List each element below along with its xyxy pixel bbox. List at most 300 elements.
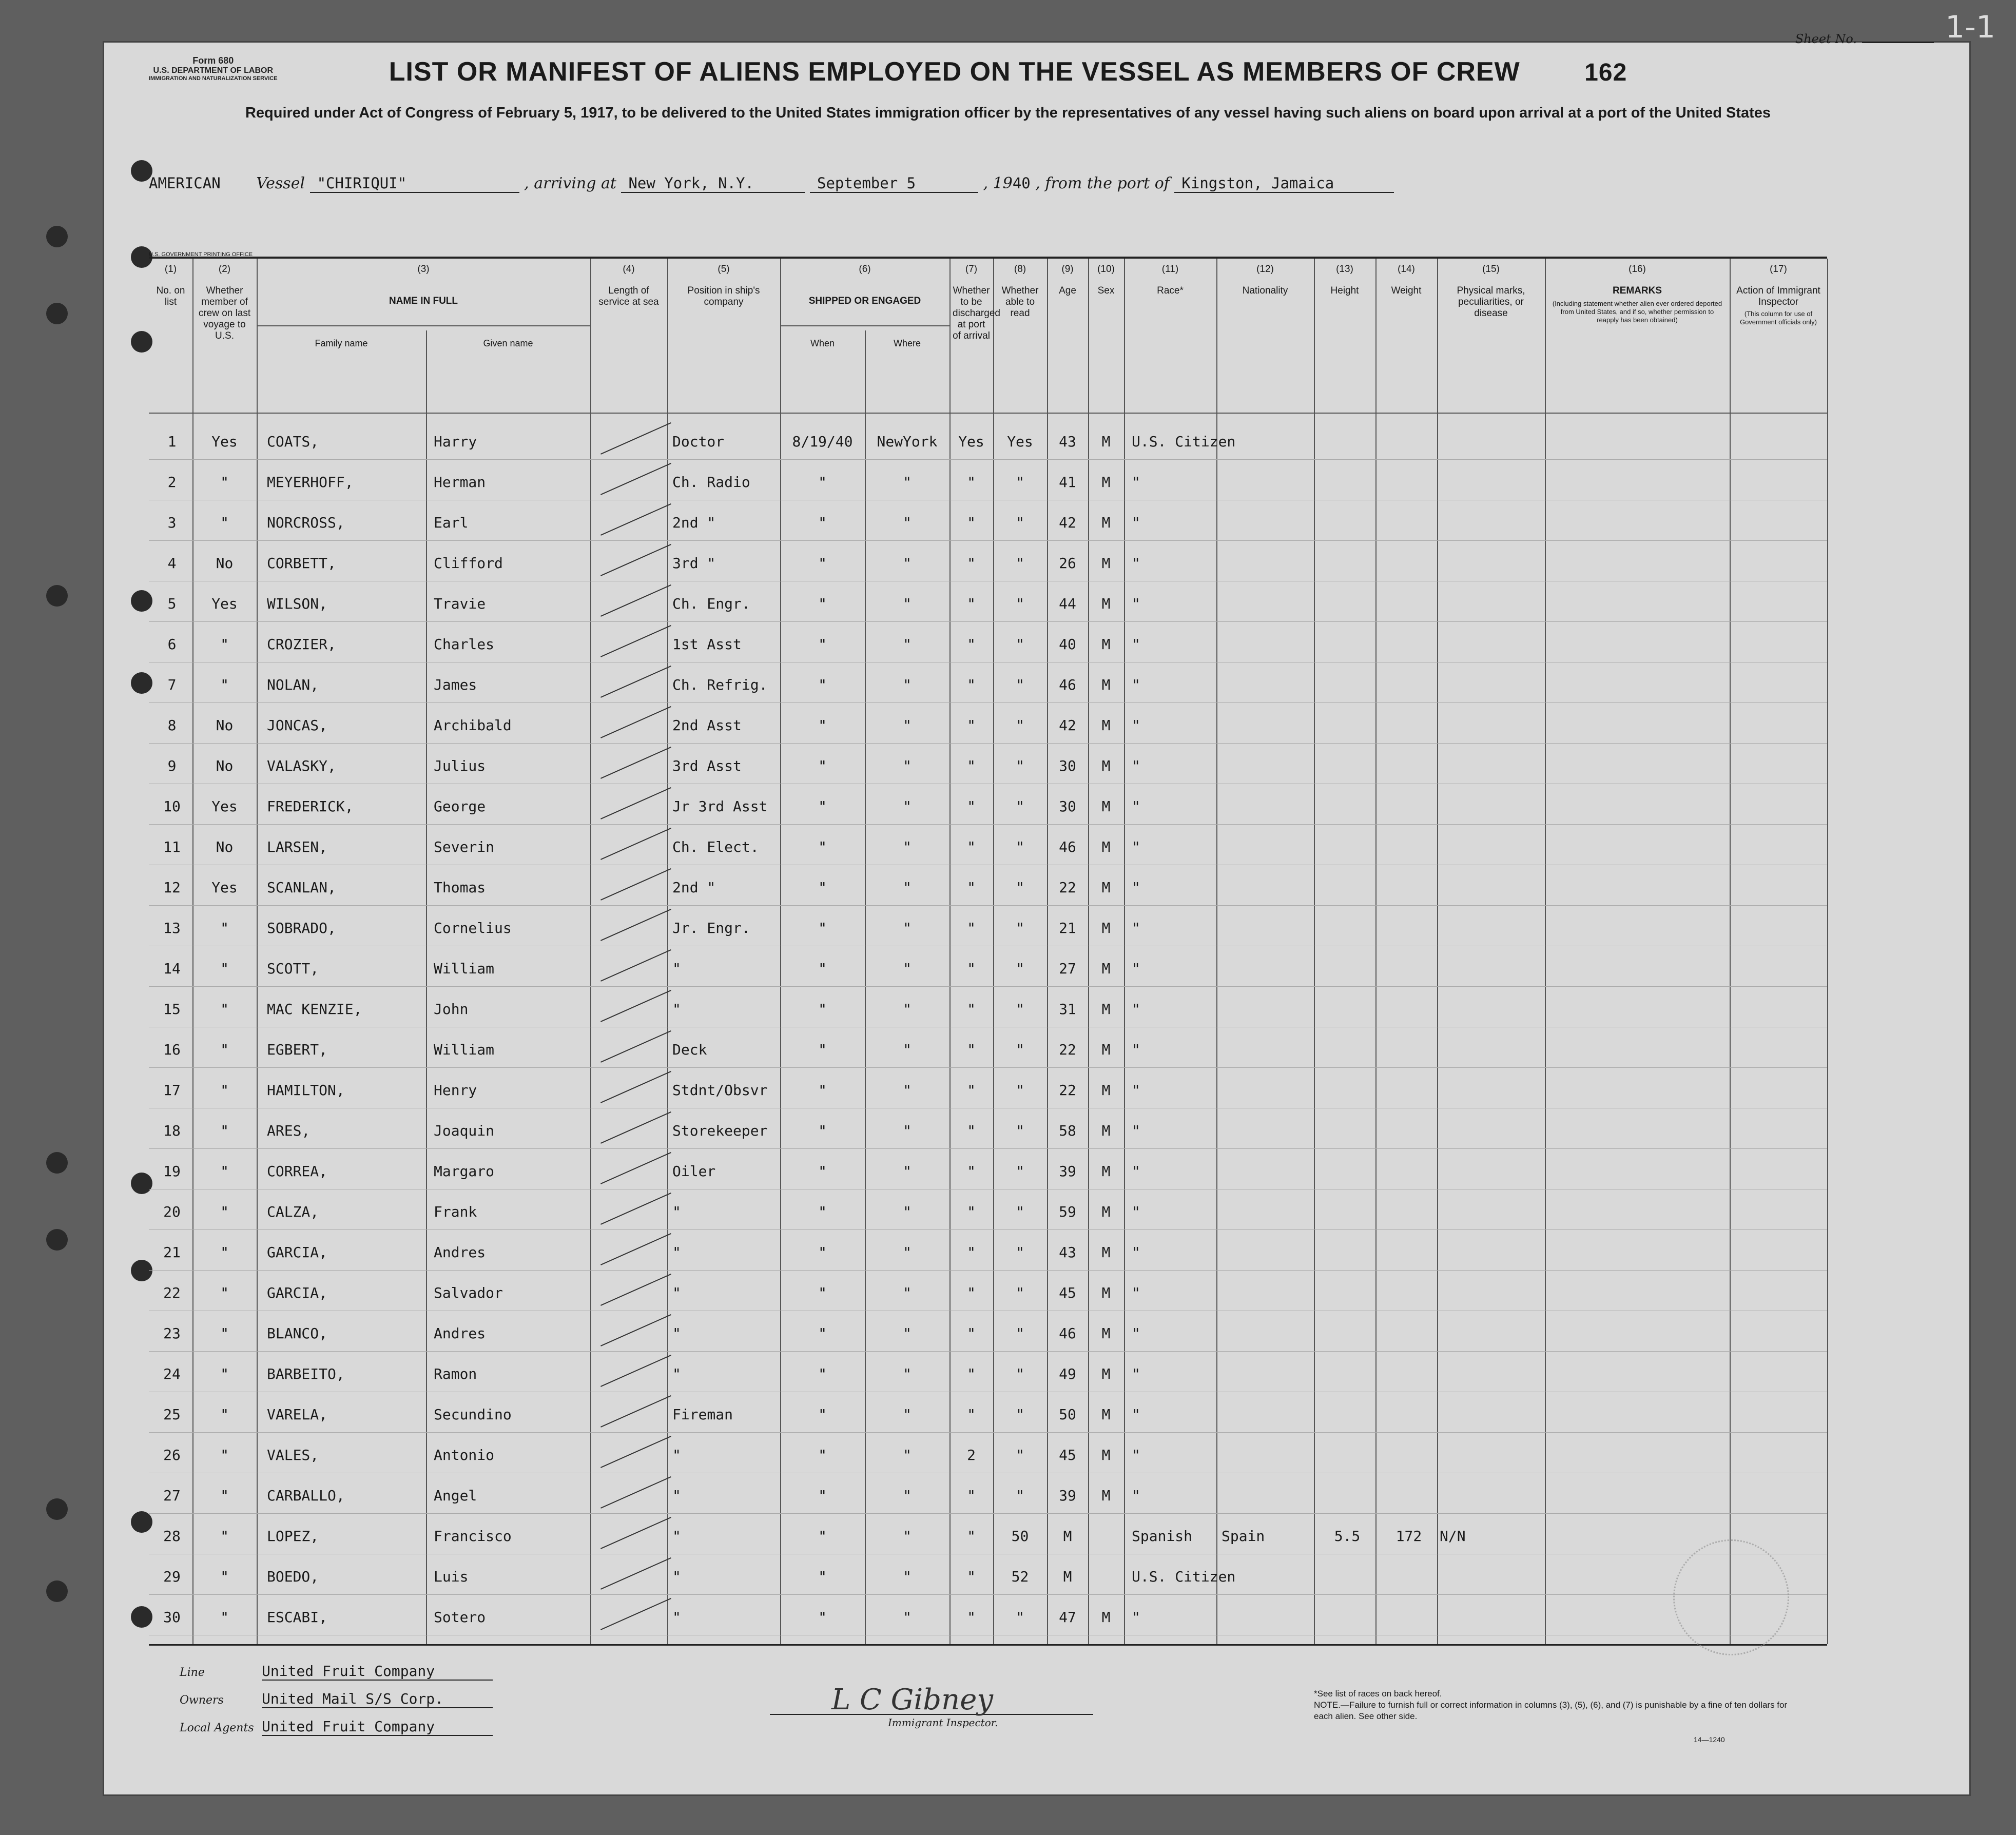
cell-sex: M: [1101, 1001, 1111, 1018]
cell-disch: ": [967, 1041, 976, 1058]
cell-given: Charles: [434, 636, 495, 653]
cell-position: ": [672, 1365, 681, 1382]
cell-no: 4: [167, 555, 177, 572]
row-rule: [149, 540, 1827, 541]
cell-age: 44: [1059, 595, 1076, 612]
cell-no: 25: [163, 1406, 181, 1423]
column-header: [1124, 264, 1216, 297]
page-number: 162: [1584, 59, 1627, 86]
row-rule: [149, 905, 1827, 906]
cell-disch: ": [967, 636, 976, 653]
cell-family: SCANLAN,: [267, 879, 336, 896]
cell-no: 6: [167, 636, 177, 653]
column-divider: [1730, 259, 1731, 1644]
cell-sex: M: [1101, 1609, 1111, 1626]
cell-given: Clifford: [434, 555, 503, 572]
cell-when: ": [818, 1082, 827, 1099]
cell-disch: ": [967, 676, 976, 693]
cell-sex: M: [1101, 514, 1111, 531]
cell-age: 46: [1059, 838, 1076, 855]
cell-prev: ": [220, 1487, 229, 1504]
cell-when: ": [818, 1325, 827, 1342]
cell-disch: ": [967, 1487, 976, 1504]
cell-position: Ch. Radio: [672, 474, 750, 491]
service-slash-mark: [600, 706, 671, 738]
binder-hole: [46, 1580, 68, 1602]
form-code: 14—1240: [1694, 1735, 1725, 1744]
cell-where: ": [903, 474, 912, 491]
cell-disch: ": [967, 1082, 976, 1099]
cell-position: 3rd Asst: [672, 757, 742, 774]
cell-read: ": [1016, 1163, 1024, 1180]
service-slash-mark: [600, 584, 671, 617]
cell-disch: ": [967, 1406, 976, 1423]
service-slash-mark: [600, 1233, 671, 1265]
cell-given: Andres: [434, 1325, 486, 1342]
cell-when: ": [818, 1001, 827, 1018]
cell-no: 20: [163, 1203, 181, 1220]
service-slash-mark: [600, 1395, 671, 1428]
cell-sex: M: [1101, 555, 1111, 572]
cell-where: ": [903, 1203, 912, 1220]
cell-read: 50: [1011, 1528, 1029, 1545]
cell-age: 21: [1059, 920, 1076, 936]
cell-read: ": [1016, 717, 1024, 734]
footnotes: [1314, 1688, 1807, 1722]
cell-no: 10: [163, 798, 181, 815]
cell-sex: M: [1101, 879, 1111, 896]
column-divider: [1088, 259, 1089, 1644]
service-slash-mark: [600, 503, 671, 536]
cell-when: ": [818, 1568, 827, 1585]
from-port: Kingston, Jamaica: [1174, 174, 1394, 193]
service-slash-mark: [600, 1517, 671, 1549]
row-rule: [149, 743, 1827, 744]
cell-disch: ": [967, 1609, 976, 1626]
cell-nationality: Spain: [1222, 1528, 1265, 1545]
row-rule: [149, 1067, 1827, 1068]
cell-race: ": [1132, 514, 1140, 531]
column-header: [1216, 264, 1314, 297]
cell-disch: ": [967, 838, 976, 855]
cell-given: Secundino: [434, 1406, 512, 1423]
cell-read: ": [1016, 1487, 1024, 1504]
cell-read: ": [1016, 960, 1024, 977]
cell-sex: M: [1101, 1325, 1111, 1342]
service-slash-mark: [600, 1071, 671, 1103]
sheet-number: [1795, 32, 1934, 46]
cell-prev: ": [220, 1406, 229, 1423]
cell-when: ": [818, 717, 827, 734]
cell-race: ": [1132, 474, 1140, 491]
cell-no: 29: [163, 1568, 181, 1585]
cell-age: 45: [1059, 1284, 1076, 1301]
column-label: Position in ship's company: [687, 285, 760, 307]
vessel-line: [149, 174, 1944, 193]
cell-disch: ": [967, 474, 976, 491]
column-label: NAME IN FULL: [389, 296, 458, 306]
column-divider: [1314, 259, 1315, 1644]
title-text: LIST OR MANIFEST OF ALIENS EMPLOYED ON THE VESSEL AS MEMBERS OF CREW: [389, 57, 1520, 87]
cell-prev: ": [220, 1528, 229, 1545]
service-slash-mark: [600, 422, 671, 455]
cell-race: ": [1132, 1365, 1140, 1382]
shipped-header-rule: [780, 325, 949, 326]
cell-age: 41: [1059, 474, 1076, 491]
cell-family: GARCIA,: [267, 1244, 328, 1261]
cell-race: U.S. Citizen: [1132, 433, 1236, 450]
cell-given: Earl: [434, 514, 469, 531]
cell-position: Oiler: [672, 1163, 716, 1180]
cell-when: ": [818, 1365, 827, 1382]
penalty-note: NOTE.—Failure to furnish full or correct information in columns (3), (5), (6), and (7) is punishable by a fine of ten dollars for each alien. See other side.: [1314, 1700, 1788, 1721]
column-number: (5): [718, 264, 730, 275]
column-number: (12): [1256, 264, 1274, 275]
cell-family: ARES,: [267, 1122, 311, 1139]
cell-age: 22: [1059, 1041, 1076, 1058]
cell-where: ": [903, 1001, 912, 1018]
cell-prev: Yes: [211, 879, 238, 896]
column-label: Whether to be discharged at port of arrival: [953, 285, 1000, 341]
column-number: (10): [1097, 264, 1115, 275]
year-prefix: , 19: [983, 174, 1013, 192]
cell-family: CALZA,: [267, 1203, 319, 1220]
subtitle: Required under Act of Congress of February 5, 1917, to be delivered to the United States immigration officer by the representatives of any vessel having such aliens on board upon arrival at a port of the United States: [245, 105, 1771, 121]
cell-disch: ": [967, 920, 976, 936]
service-slash-mark: [600, 828, 671, 860]
sheet-label: Sheet No.: [1795, 32, 1857, 46]
cell-given: John: [434, 1001, 469, 1018]
cell-where: ": [903, 676, 912, 693]
cell-given: Antonio: [434, 1447, 495, 1463]
service-slash-mark: [600, 1111, 671, 1144]
cell-race: ": [1132, 879, 1140, 896]
service-slash-mark: [600, 747, 671, 779]
column-label: Age: [1059, 285, 1076, 296]
cell-age: M: [1063, 1568, 1072, 1585]
cell-race: ": [1132, 1447, 1140, 1463]
cell-family: VALASKY,: [267, 757, 336, 774]
cell-position: Storekeeper: [672, 1122, 768, 1139]
cell-race: ": [1132, 1244, 1140, 1261]
cell-prev: ": [220, 960, 229, 977]
column-number: (16): [1629, 264, 1646, 275]
cell-when: ": [818, 1487, 827, 1504]
cell-prev: ": [220, 1244, 229, 1261]
cell-age: 46: [1059, 676, 1076, 693]
row-rule: [149, 1148, 1827, 1149]
cell-sex: M: [1101, 1203, 1111, 1220]
cell-disch: ": [967, 555, 976, 572]
column-divider: [1375, 259, 1377, 1644]
cell-where: ": [903, 1325, 912, 1342]
column-divider: [993, 259, 994, 1644]
binder-hole: [46, 1498, 68, 1520]
cell-given: Archibald: [434, 717, 512, 734]
cell-age: 31: [1059, 1001, 1076, 1018]
column-label: Action of Immigrant Inspector: [1736, 285, 1820, 307]
cell-where: ": [903, 1244, 912, 1261]
cell-no: 1: [167, 433, 177, 450]
service-slash-mark: [600, 990, 671, 1022]
cell-family: BLANCO,: [267, 1325, 328, 1342]
cell-read: ": [1016, 514, 1024, 531]
cell-position: ": [672, 1284, 681, 1301]
cell-disch: ": [967, 1122, 976, 1139]
cell-weight: 172: [1395, 1528, 1422, 1545]
name-split: [426, 330, 427, 1644]
column-header: [1730, 264, 1827, 308]
column-header: [1047, 264, 1088, 297]
cell-when: ": [818, 1163, 827, 1180]
cell-position: Ch. Elect.: [672, 838, 759, 855]
cell-prev: ": [220, 1609, 229, 1626]
cell-when: ": [818, 1609, 827, 1626]
cell-disch: ": [967, 514, 976, 531]
cell-given: Frank: [434, 1203, 477, 1220]
cell-race: ": [1132, 1609, 1140, 1626]
cell-read: ": [1016, 474, 1024, 491]
column-divider: [1216, 259, 1217, 1644]
column-header: [1437, 264, 1545, 319]
column-label: SHIPPED OR ENGAGED: [808, 296, 921, 306]
cell-prev: ": [220, 474, 229, 491]
cell-disch: ": [967, 798, 976, 815]
cell-position: 2nd ": [672, 514, 716, 531]
cell-no: 17: [163, 1082, 181, 1099]
cell-where: ": [903, 555, 912, 572]
cell-prev: No: [216, 757, 234, 774]
cell-age: 47: [1059, 1609, 1076, 1626]
cell-read: 52: [1011, 1568, 1029, 1585]
cell-race: ": [1132, 1203, 1140, 1220]
service-slash-mark: [600, 1355, 671, 1387]
cell-age: 22: [1059, 879, 1076, 896]
cell-given: Thomas: [434, 879, 486, 896]
cell-family: MEYERHOFF,: [267, 474, 354, 491]
cell-age: 50: [1059, 1406, 1076, 1423]
cell-sex: M: [1101, 1082, 1111, 1099]
cell-read: ": [1016, 636, 1024, 653]
cell-read: ": [1016, 1082, 1024, 1099]
cell-prev: Yes: [211, 433, 238, 450]
cell-position: ": [672, 1487, 681, 1504]
cell-no: 19: [163, 1163, 181, 1180]
cell-where: ": [903, 1609, 912, 1626]
service-slash-mark: [600, 544, 671, 576]
cell-age: 26: [1059, 555, 1076, 572]
cell-disch: ": [967, 1203, 976, 1220]
column-number: (15): [1482, 264, 1500, 275]
cell-race: ": [1132, 636, 1140, 653]
cell-race: Spanish: [1132, 1528, 1193, 1545]
cell-family: MAC KENZIE,: [267, 1001, 362, 1018]
cell-sex: M: [1101, 1406, 1111, 1423]
vessel-label: Vessel: [256, 174, 305, 192]
cell-position: ": [672, 1528, 681, 1545]
cell-position: Ch. Refrig.: [672, 676, 768, 693]
row-rule: [149, 824, 1827, 825]
cell-family: BARBEITO,: [267, 1365, 345, 1382]
cell-sex: M: [1101, 1365, 1111, 1382]
column-header: [1088, 264, 1124, 297]
cell-where: ": [903, 960, 912, 977]
crew-table: [149, 257, 1827, 1646]
column-header: [149, 264, 192, 308]
cell-disch: ": [967, 960, 976, 977]
cell-where: ": [903, 1406, 912, 1423]
binder-hole: [46, 585, 68, 607]
cell-when: ": [818, 879, 827, 896]
cell-no: 14: [163, 960, 181, 977]
column-divider: [1437, 259, 1438, 1644]
column-label: Race*: [1157, 285, 1184, 296]
column-label: REMARKS: [1612, 285, 1662, 296]
row-rule: [149, 1229, 1827, 1230]
cell-given: Luis: [434, 1568, 469, 1585]
cell-where: NewYork: [877, 433, 938, 450]
owners-label: Owners: [180, 1694, 224, 1707]
cell-read: ": [1016, 676, 1024, 693]
cell-read: ": [1016, 555, 1024, 572]
cell-when: ": [818, 1406, 827, 1423]
cell-read: ": [1016, 879, 1024, 896]
column-header: [949, 264, 1000, 342]
cell-family: COATS,: [267, 433, 319, 450]
cell-prev: ": [220, 676, 229, 693]
cell-where: ": [903, 1528, 912, 1545]
cell-where: ": [903, 1163, 912, 1180]
arrival-port: New York, N.Y.: [621, 174, 805, 193]
column-label: Nationality: [1242, 285, 1288, 296]
cell-age: 46: [1059, 1325, 1076, 1342]
cell-no: 2: [167, 474, 177, 491]
column-divider: [257, 259, 258, 1644]
cell-no: 5: [167, 595, 177, 612]
cell-position: ": [672, 1609, 681, 1626]
cell-race: ": [1132, 798, 1140, 815]
service-slash-mark: [600, 1314, 671, 1346]
cell-disch: ": [967, 1284, 976, 1301]
cell-sex: M: [1101, 1041, 1111, 1058]
column-label: No. on list: [156, 285, 185, 307]
cell-given: Harry: [434, 433, 477, 450]
cell-read: ": [1016, 1203, 1024, 1220]
row-rule: [149, 1270, 1827, 1271]
cell-read: ": [1016, 920, 1024, 936]
vessel-name: "CHIRIQUI": [310, 174, 519, 193]
cell-prev: ": [220, 1041, 229, 1058]
column-number: (13): [1336, 264, 1353, 275]
column-number: (14): [1398, 264, 1415, 275]
cell-sex: M: [1101, 433, 1111, 450]
service-slash-mark: [600, 463, 671, 495]
cell-no: 16: [163, 1041, 181, 1058]
service-slash-mark: [600, 1274, 671, 1306]
cell-sex: M: [1101, 595, 1111, 612]
inspection-stamp: [1673, 1539, 1789, 1655]
cell-when: ": [818, 1447, 827, 1463]
cell-age: 22: [1059, 1082, 1076, 1099]
cell-no: 22: [163, 1284, 181, 1301]
cell-given: William: [434, 1041, 495, 1058]
row-rule: [149, 621, 1827, 622]
cell-read: ": [1016, 1406, 1024, 1423]
column-header: [257, 264, 590, 307]
cell-age: 59: [1059, 1203, 1076, 1220]
cell-position: Fireman: [672, 1406, 733, 1423]
cell-sex: M: [1101, 838, 1111, 855]
column-label: Whether able to read: [1001, 285, 1039, 319]
column-number: (4): [623, 264, 635, 275]
cell-where: ": [903, 1122, 912, 1139]
vessel-flag: AMERICAN: [149, 174, 221, 192]
cell-where: ": [903, 1365, 912, 1382]
cell-when: ": [818, 838, 827, 855]
arriving-label: , arriving at: [524, 174, 616, 192]
service-slash-mark: [600, 1476, 671, 1509]
cell-read: ": [1016, 1284, 1024, 1301]
cell-when: ": [818, 757, 827, 774]
cell-family: BOEDO,: [267, 1568, 319, 1585]
row-rule: [149, 702, 1827, 703]
department: U.S. DEPARTMENT OF LABOR: [153, 66, 274, 75]
cell-age: 58: [1059, 1122, 1076, 1139]
service-slash-mark: [600, 787, 671, 819]
cell-race: ": [1132, 1163, 1140, 1180]
inspector-signature: L C Gibney: [831, 1683, 993, 1716]
cell-family: HAMILTON,: [267, 1082, 345, 1099]
cell-race: ": [1132, 1325, 1140, 1342]
cell-when: ": [818, 474, 827, 491]
cell-where: ": [903, 595, 912, 612]
cell-position: Stdnt/Obsvr: [672, 1082, 768, 1099]
service-slash-mark: [600, 949, 671, 982]
cell-age: 40: [1059, 636, 1076, 653]
column-label: Length of service at sea: [598, 285, 659, 307]
column-header: [1545, 264, 1730, 297]
cell-position: ": [672, 1325, 681, 1342]
cell-prev: ": [220, 1447, 229, 1463]
cell-race: ": [1132, 1122, 1140, 1139]
cell-read: ": [1016, 1244, 1024, 1261]
cell-when: ": [818, 676, 827, 693]
cell-prev: ": [220, 636, 229, 653]
cell-race: ": [1132, 757, 1140, 774]
cell-race: ": [1132, 676, 1140, 693]
cell-position: ": [672, 1447, 681, 1463]
cell-race: ": [1132, 595, 1140, 612]
cell-family: VARELA,: [267, 1406, 328, 1423]
row-rule: [149, 1351, 1827, 1352]
column-divider: [1827, 259, 1828, 1644]
cell-family: SOBRADO,: [267, 920, 336, 936]
cell-no: 30: [163, 1609, 181, 1626]
cell-family: ESCABI,: [267, 1609, 328, 1626]
column-divider: [590, 259, 591, 1644]
cell-when: ": [818, 1203, 827, 1220]
cell-sex: M: [1101, 1163, 1111, 1180]
cell-no: 23: [163, 1325, 181, 1342]
cell-age: 39: [1059, 1163, 1076, 1180]
cell-given: Joaquin: [434, 1122, 495, 1139]
cell-age: 30: [1059, 757, 1076, 774]
cell-race: ": [1132, 1406, 1140, 1423]
cell-given: Ramon: [434, 1365, 477, 1382]
cell-sex: M: [1101, 717, 1111, 734]
cell-no: 8: [167, 717, 177, 734]
cell-age: 42: [1059, 514, 1076, 531]
